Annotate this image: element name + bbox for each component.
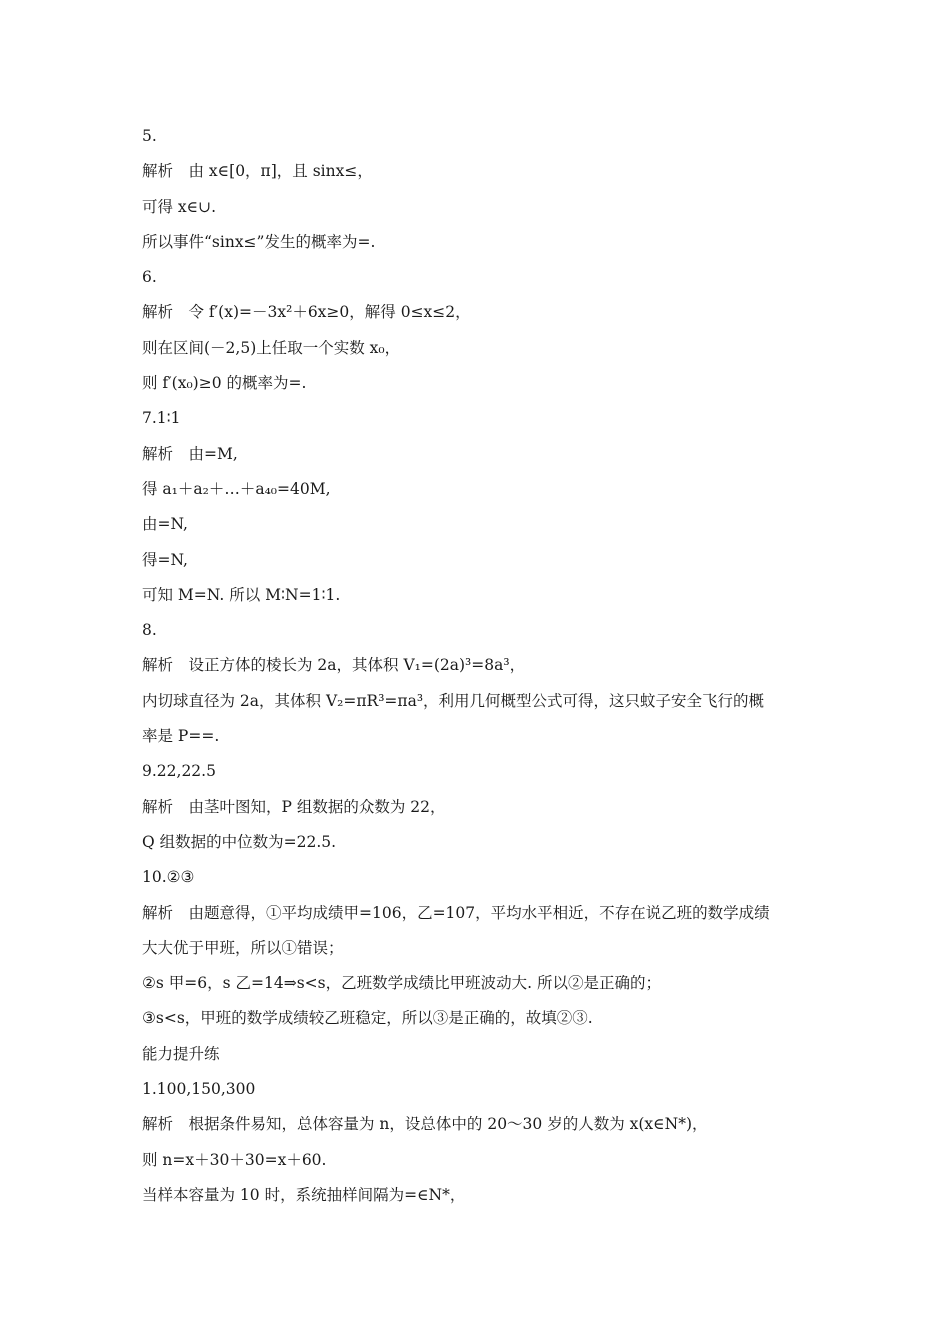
text-line: 6. [142, 268, 157, 287]
text-line: 率是 P==. [142, 727, 220, 746]
text-line: 解析 令 f′(x)=－3x²＋6x≥0，解得 0≤x≤2， [142, 303, 471, 322]
text-line: 10.②③ [142, 868, 195, 887]
text-line: 解析 由茎叶图知，P 组数据的众数为 22， [142, 797, 446, 816]
text-line: 解析 由题意得，①平均成绩甲=106，乙=107，平均水平相近，不存在说乙班的数学成绩 [142, 903, 770, 922]
text-line: 则在区间(－2,5)上任取一个实数 x₀， [142, 338, 401, 357]
text-line: 所以事件“sinx≤”发生的概率为=. [142, 232, 376, 251]
section-heading: 能力提升练 [142, 1044, 220, 1063]
text-line: 5. [142, 127, 157, 145]
text-line: 当样本容量为 10 时，系统抽样间隔为=∈N*， [142, 1185, 466, 1204]
text-line: 7.1∶1 [142, 409, 181, 428]
text-line: ③s<s，甲班的数学成绩较乙班稳定，所以③是正确的，故填②③. [142, 1009, 593, 1028]
text-line: 1.100,150,300 [142, 1080, 256, 1099]
text-line: 解析 根据条件易知，总体容量为 n，设总体中的 20～30 岁的人数为 x(x∈N*)， [142, 1115, 708, 1134]
text-line: 则 f′(x₀)≥0 的概率为=. [142, 374, 307, 393]
text-line: 可得 x∈∪. [142, 197, 217, 216]
text-line: 解析 由 x∈[0，π]，且 sinx≤， [142, 162, 373, 181]
text-line: Q 组数据的中位数为=22.5. [142, 832, 337, 851]
text-line: ②s 甲=6，s 乙=14⇒s<s，乙班数学成绩比甲班波动大. 所以②是正确的； [142, 974, 661, 993]
text-line: 8. [142, 621, 157, 640]
text-line: 解析 设正方体的棱长为 2a，其体积 V₁=(2a)³=8a³， [142, 656, 526, 675]
text-line: 内切球直径为 2a，其体积 V₂=πR³=πa³，利用几何概型公式可得，这只蚊子安全飞行的概 [142, 691, 765, 710]
text-line: 得=N, [142, 550, 188, 569]
text-line: 大大优于甲班，所以①错误； [142, 938, 344, 957]
text-line: 可知 M=N. 所以 M∶N=1∶1. [142, 585, 341, 604]
text-line: 则 n=x＋30＋30=x＋60. [142, 1150, 327, 1169]
text-line: 9.22,22.5 [142, 762, 216, 781]
text-line: 得 a₁＋a₂＋…＋a₄₀=40M, [142, 479, 331, 498]
text-line: 由=N, [142, 515, 188, 534]
answer-text-body [142, 126, 822, 1220]
text-line: 解析 由=M, [142, 444, 238, 463]
